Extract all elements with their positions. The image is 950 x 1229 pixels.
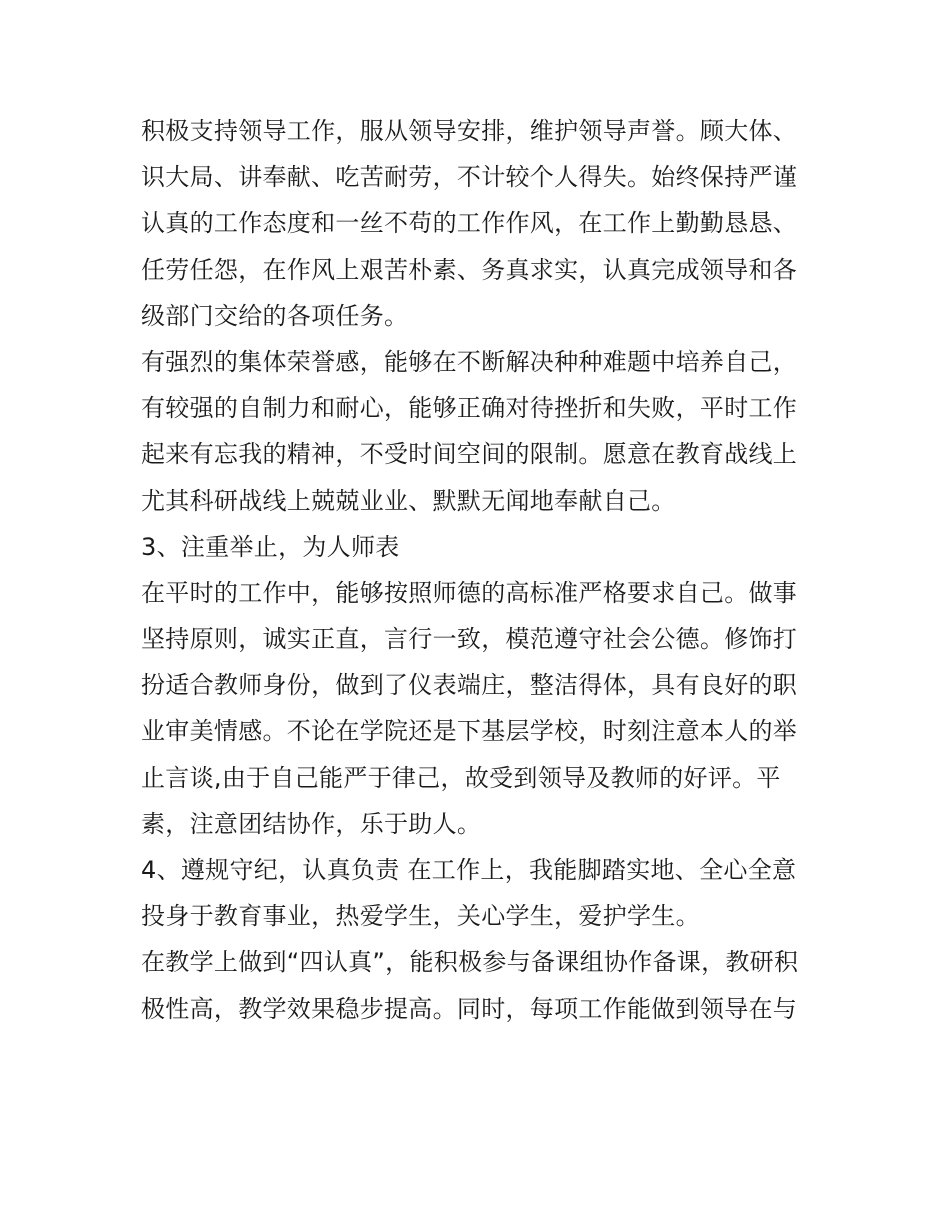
text-line: 在教学上做到“四认真”，能积极参与备课组协作备课，教研积 bbox=[141, 948, 799, 977]
text-line: 在平时的工作中，能够按照师德的高标准严格要求自己。做事 bbox=[141, 578, 798, 607]
text-line: 扮适合教师身份，做到了仪表端庄，整洁得体，具有良好的职 bbox=[141, 671, 798, 700]
section-heading: 3、注重举止，为人师表 bbox=[141, 532, 400, 561]
text-line: 尤其科研战线上兢兢业业、默默无闻地奉献自己。 bbox=[141, 486, 676, 515]
text-line: 积极支持领导工作，服从领导安排，维护领导声誉。顾大体、 bbox=[141, 117, 798, 145]
text-line: 有强烈的集体荣誉感，能够在不断解决种种难题中培养自己， bbox=[141, 347, 798, 376]
text-line: 起来有忘我的精神，不受时间空间的限制。愿意在教育战线上 bbox=[141, 440, 798, 469]
text-line: 业审美情感。不论在学院还是下基层学校，时刻注意本人的举 bbox=[141, 717, 798, 746]
text-line: 素，注意团结协作，乐于助人。 bbox=[141, 809, 482, 838]
text-line: 投身于教育事业，热爱学生，关心学生，爱护学生。 bbox=[141, 902, 700, 931]
section-heading: 4、遵规守纪，认真负责 在工作上，我能脚踏实地、全心全意 bbox=[141, 856, 797, 884]
text-line: 坚持原则，诚实正直，言行一致，模范遵守社会公德。修饰打 bbox=[141, 625, 798, 654]
text-line: 任劳任怨，在作风上艰苦朴素、务真求实，认真完成领导和各 bbox=[141, 255, 798, 284]
text-line: 级部门交给的各项任务。 bbox=[141, 301, 409, 330]
text-line: 极性高，教学效果稳步提高。同时，每项工作能做到领导在与 bbox=[141, 994, 798, 1023]
document-body-text bbox=[141, 108, 821, 1032]
text-line: 有较强的自制力和耐心，能够正确对待挫折和失败，平时工作 bbox=[141, 394, 798, 423]
text-line: 识大局、讲奉献、吃苦耐劳，不计较个人得失。始终保持严谨 bbox=[141, 163, 798, 192]
text-line: 认真的工作态度和一丝不苟的工作作风，在工作上勤勤恳恳、 bbox=[141, 209, 798, 238]
text-line: 止言谈,由于自己能严于律己，故受到领导及教师的好评。平 bbox=[141, 763, 781, 792]
